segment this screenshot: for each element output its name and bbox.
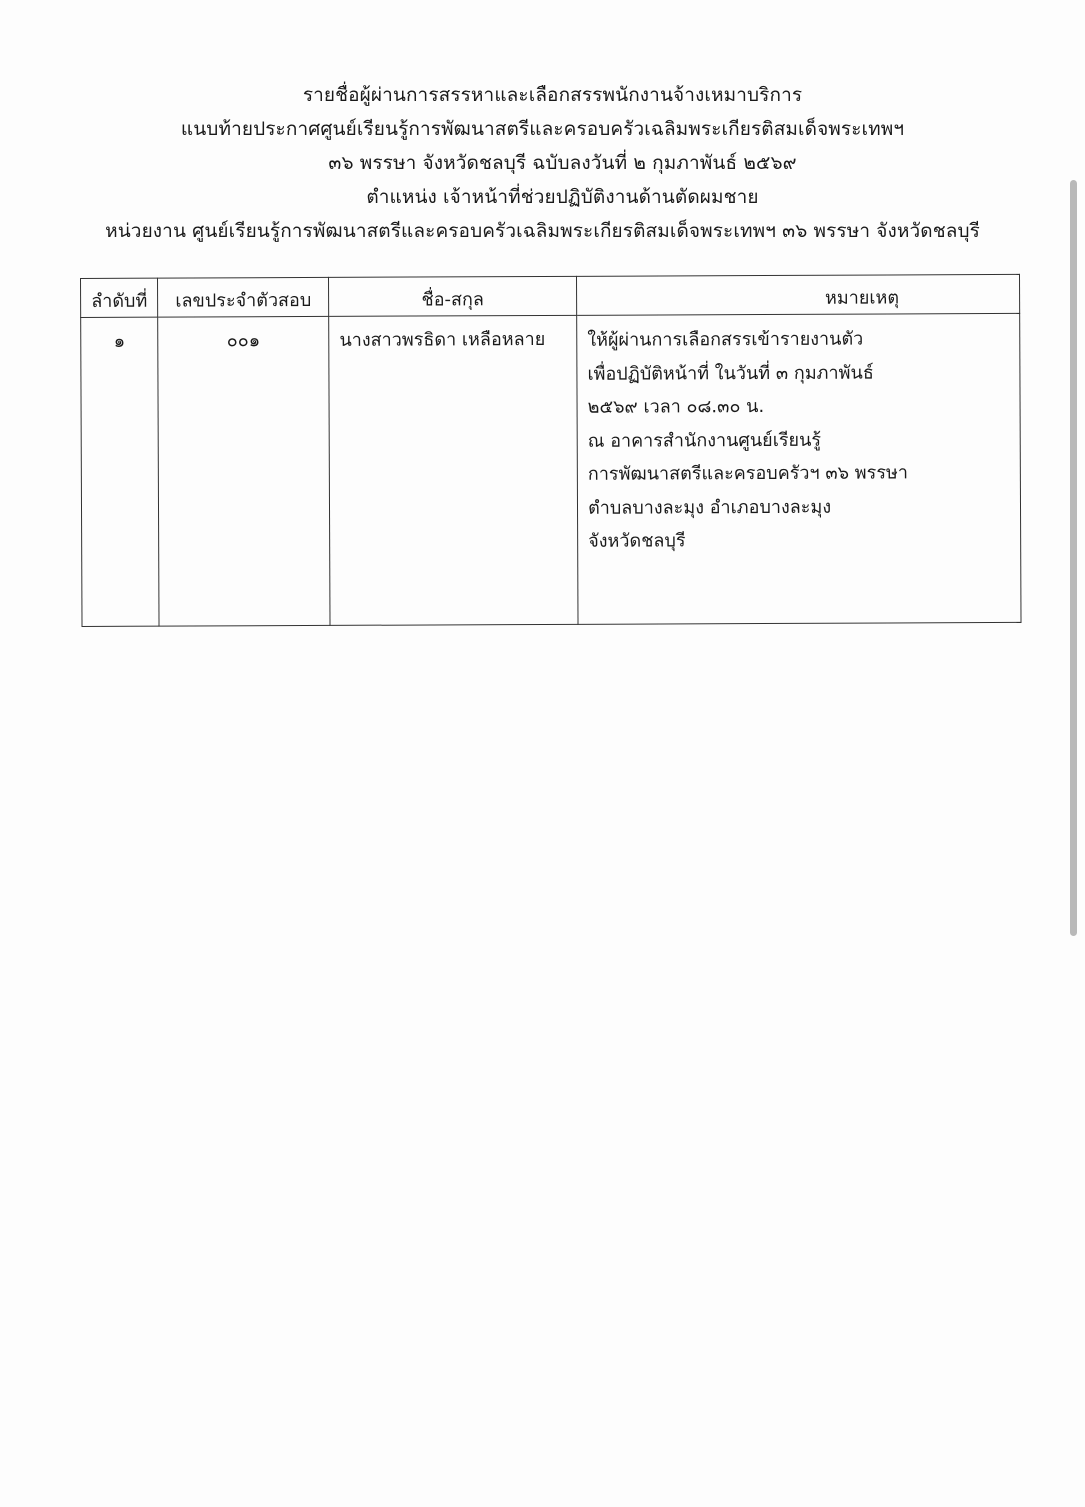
header-position: ตำแหน่ง เจ้าหน้าที่ช่วยปฏิบัติงานด้านตัดผมชาย xyxy=(366,186,759,208)
remark-line: เพื่อปฏิบัติหน้าที่ ในวันที่ ๓ กุมภาพันธ์ xyxy=(587,362,874,385)
column-header-exam-id: เลขประจำตัวสอบ xyxy=(158,277,329,317)
cell-order: ๑ xyxy=(81,317,160,626)
cell-exam-id: ๐๐๑ xyxy=(158,316,330,626)
remark-line: ณ อาคารสำนักงานศูนย์เรียนรู้ xyxy=(587,429,822,452)
vertical-scrollbar[interactable] xyxy=(1070,180,1077,936)
remark-line: จังหวัดชลบุรี xyxy=(588,530,686,552)
header-agency: หน่วยงาน ศูนย์เรียนรู้การพัฒนาสตรีและครอบครัวเฉลิมพระเกียรติสมเด็จพระเทพฯ ๓๖ พรรษา จังหวัดชลบุรี xyxy=(105,220,980,242)
remark-line: ตำบลบางละมุง อำเภอบางละมุง xyxy=(587,496,832,519)
cell-remark xyxy=(577,313,1021,624)
cell-name: นางสาวพรธิดา เหลือหลาย xyxy=(329,315,578,625)
document-header xyxy=(0,78,1085,248)
column-header-name: ชื่อ-สกุล xyxy=(329,276,577,316)
column-header-remark: หมายเหตุ xyxy=(577,274,1020,315)
remark-line: ให้ผู้ผ่านการเลือกสรรเข้ารายงานตัว xyxy=(587,328,864,351)
header-date-line: ๓๖ พรรษา จังหวัดชลบุรี ฉบับลงวันที่ ๒ กุมภาพันธ์ ๒๕๖๙ xyxy=(328,152,797,174)
header-attachment-line: แนบท้ายประกาศศูนย์เรียนรู้การพัฒนาสตรีและครอบครัวเฉลิมพระเกียรติสมเด็จพระเทพฯ xyxy=(180,118,905,140)
remark-line: การพัฒนาสตรีและครอบครัวฯ ๓๖ พรรษา xyxy=(587,462,909,485)
table-header-row xyxy=(81,274,1020,317)
header-title: รายชื่อผู้ผ่านการสรรหาและเลือกสรรพนักงานจ้างเหมาบริการ xyxy=(302,84,803,106)
table-row xyxy=(81,313,1021,626)
column-header-order: ลำดับที่ xyxy=(81,278,158,317)
remark-line: ๒๕๖๙ เวลา ๐๘.๓๐ น. xyxy=(587,396,765,418)
results-table xyxy=(80,274,1022,627)
